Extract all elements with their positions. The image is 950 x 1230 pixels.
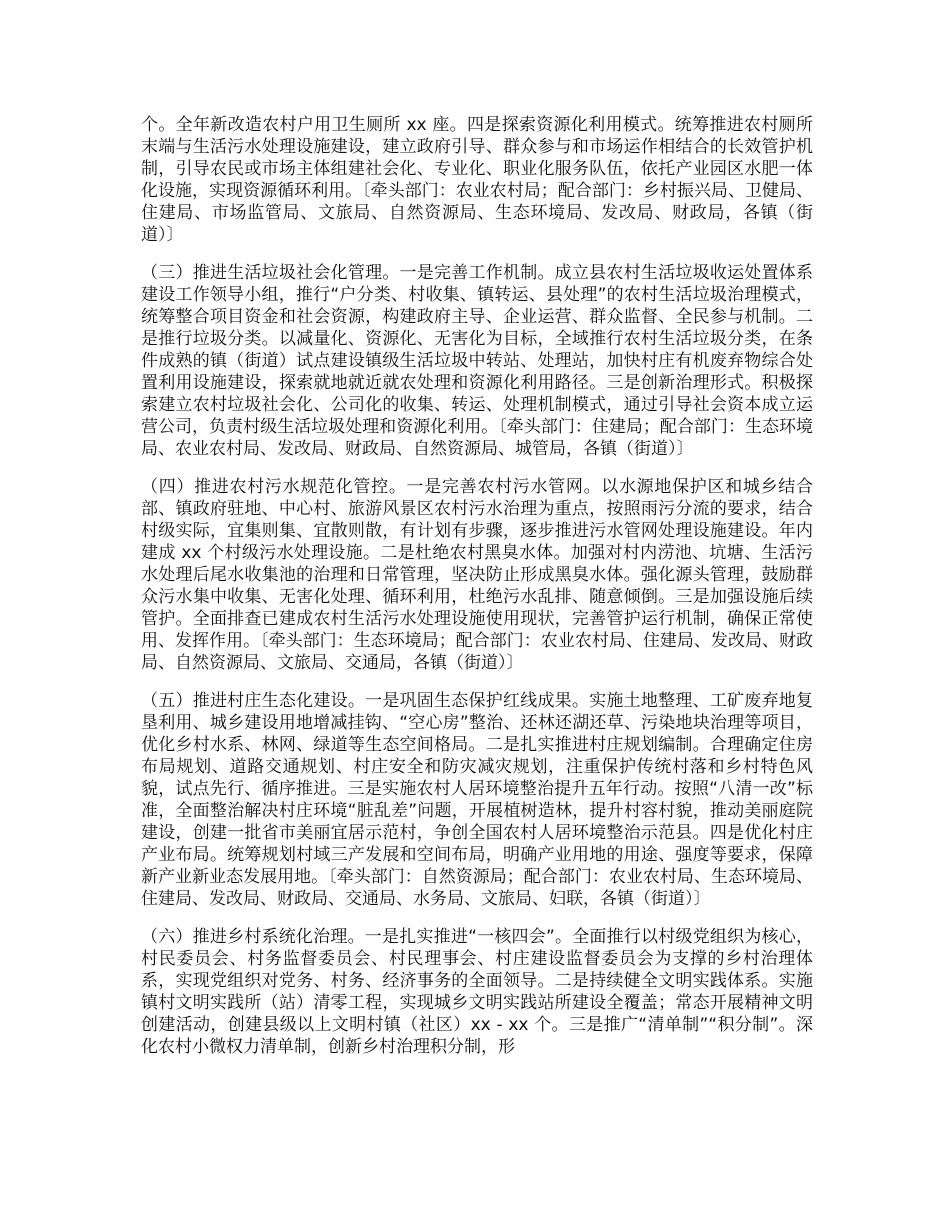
paragraph-ecological-construction: （五）推进村庄生态化建设。一是巩固生态保护红线成果。实施土地整理、工矿废弃地复垦利用、城乡建设用地增减挂钩、“空心房”整治、还林还湖还草、污染地块治理等项目，优化乡村水系、林网、绿道等生态空间格局。二是扎实推进村庄规划编制。合理确定住房布局规划、道路交通规划、村庄安全和防灾减灾规划，注重保护传统村落和乡村特色风貌，试点先行、循序推进。三是实施农村人居环境整治提升五年行动。按照“八清一改”标准，全面整治解决村庄环境“脏乱差”问题，开展植树造林，提升村容村貌，推动美丽庭院建设，创建一批省市美丽宜居示范村，争创全国农村人居环境整治示范县。四是优化村庄产业布局。统筹规划村域三产发展和空间布局，明确产业用地的用途、强度等要求，保障新产业新业态发展用地。〔牵头部门：自然资源局；配合部门：农业农村局、生态环境局、住建局、发改局、财政局、交通局、水务局、文旅局、妇联，各镇（街道）〕	[141, 691, 813, 909]
paragraph-sewage-control: （四）推进农村污水规范化管控。一是完善农村污水管网。以水源地保护区和城乡结合部、镇政府驻地、中心村、旅游风景区农村污水治理为重点，按照雨污分流的要求，结合村级实际，宜集则集、宜散则散，有计划有步骤，逐步推进污水管网处理设施建设。年内建成 xx 个村级污水处理设施。二是杜绝农村黑臭水体。加强对村内涝池、坑塘、生活污水处理后尾水收集池的治理和日常管理，坚决防止形成黑臭水体。强化源头管理，鼓励群众污水集中收集、无害化处理、循环利用，杜绝污水乱排、随意倾倒。三是加强设施后续管护。全面排查已建成农村生活污水处理设施使用现状，完善管护运行机制，确保正常使用、发挥作用。〔牵头部门：生态环境局；配合部门：农业农村局、住建局、发改局、财政局、自然资源局、文旅局、交通局，各镇（街道）〕	[141, 477, 813, 673]
paragraph-garbage-management: （三）推进生活垃圾社会化管理。一是完善工作机制。成立县农村生活垃圾收运处置体系建设工作领导小组，推行“户分类、村收集、镇转运、县处理”的农村生活垃圾治理模式，统筹整合项目资金和社会资源，构建政府主导、企业运营、群众监督、全民参与机制。二是推行垃圾分类。以减量化、资源化、无害化为目标，全域推行农村生活垃圾分类，在条件成熟的镇（街道）试点建设镇级生活垃圾中转站、处理站，加快村庄有机废弃物综合处置利用设施建设，探索就地就近就农处理和资源化利用路径。三是创新治理形式。积极探索建立农村垃圾社会化、公司化的收集、转运、处理机制模式，通过引导社会资本成立运营公司，负责村级生活垃圾处理和资源化利用。〔牵头部门：住建局；配合部门：生态环境局、农业农村局、发改局、财政局、自然资源局、城管局，各镇（街道）〕	[141, 263, 813, 459]
document-body	[141, 114, 813, 1074]
paragraph-rural-governance: （六）推进乡村系统化治理。一是扎实推进“一核四会”。全面推行以村级党组织为核心，村民委员会、村务监督委员会、村民理事会、村庄建设监督委员会为支撑的乡村治理体系，实现党组织对党务、村务、经济事务的全面领导。二是持续健全文明实践体系。实施镇村文明实践所（站）清零工程，实现城乡文明实践站所建设全覆盖；常态开展精神文明创建活动，创建县级以上文明村镇（社区）xx - xx 个。三是推广“清单制”“积分制”。深化农村小微权力清单制，创新乡村治理积分制，形	[141, 927, 813, 1057]
paragraph-toilet-renovation: 个。全年新改造农村户用卫生厕所 xx 座。四是探索资源化利用模式。统筹推进农村厕所末端与生活污水处理设施建设，建立政府引导、群众参与和市场运作相结合的长效管护机制，引导农民或市场主体组建社会化、专业化、职业化服务队伍，依托产业园区水肥一体化设施，实现资源循环利用。〔牵头部门：农业农村局；配合部门：乡村振兴局、卫健局、住建局、市场监管局、文旅局、自然资源局、生态环境局、发改局、财政局，各镇（街道）〕	[141, 115, 813, 245]
